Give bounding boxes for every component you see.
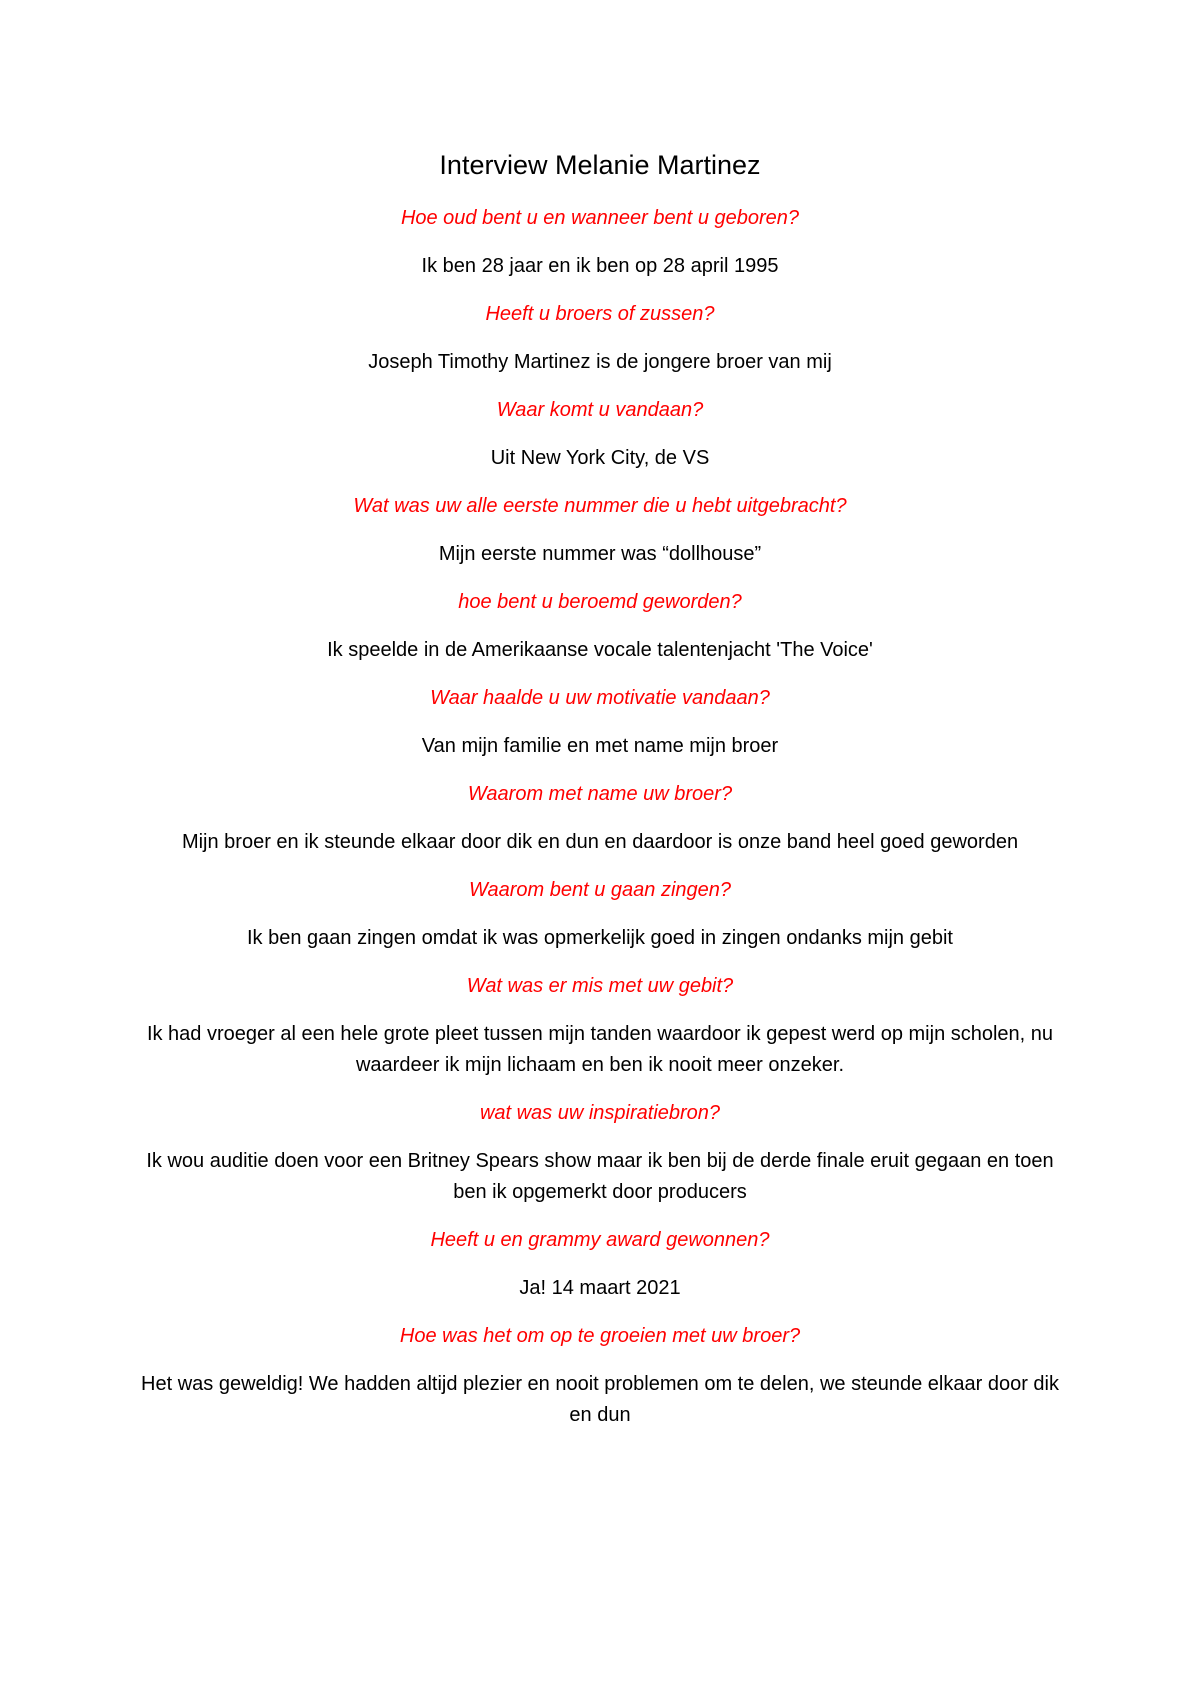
- question-2: Heeft u broers of zussen?: [485, 303, 715, 325]
- question-5: hoe bent u beroemd geworden?: [458, 591, 742, 613]
- question-8: Waarom bent u gaan zingen?: [468, 879, 732, 901]
- question-11: Heeft u en grammy award gewonnen?: [430, 1229, 770, 1251]
- answer-4: Mijn eerste nummer was “dollhouse”: [438, 543, 762, 565]
- answer-8: Ik ben gaan zingen omdat ik was opmerkelijk goed in zingen ondanks mijn gebit: [247, 927, 953, 949]
- document-title: Interview Melanie Martinez: [439, 150, 761, 180]
- answer-6: Van mijn familie en met name mijn broer: [421, 735, 779, 757]
- answer-11: Ja! 14 maart 2021: [519, 1277, 681, 1299]
- answer-10: Ik wou auditie doen voor een Britney Spears show maar ik ben bij de derde finale eruit gegaan en toen ben ik opgemerkt door producers: [146, 1150, 1054, 1203]
- question-12: Hoe was het om op te groeien met uw broer?: [399, 1325, 801, 1347]
- answer-7: Mijn broer en ik steunde elkaar door dik en dun en daardoor is onze band heel goed geworden: [181, 831, 1019, 853]
- question-4: Wat was uw alle eerste nummer die u hebt uitgebracht?: [353, 495, 847, 517]
- answer-9: Ik had vroeger al een hele grote pleet tussen mijn tanden waardoor ik gepest werd op mijn scholen, nu waardeer ik mijn lichaam en ben ik nooit meer onzeker.: [146, 1023, 1054, 1076]
- interview-qa-list: [140, 203, 1060, 1448]
- question-6: Waar haalde u uw motivatie vandaan?: [430, 687, 770, 709]
- question-1: Hoe oud bent u en wanneer bent u geboren?: [400, 207, 800, 229]
- question-3: Waar komt u vandaan?: [496, 399, 704, 421]
- answer-3: Uit New York City, de VS: [490, 447, 710, 469]
- question-10: wat was uw inspiratiebron?: [479, 1102, 721, 1124]
- answer-12: Het was geweldig! We hadden altijd plezier en nooit problemen om te delen, we steunde elkaar door dik en dun: [141, 1373, 1059, 1426]
- answer-2: Joseph Timothy Martinez is de jongere broer van mij: [368, 351, 832, 373]
- question-7: Waarom met name uw broer?: [467, 783, 733, 805]
- answer-5: Ik speelde in de Amerikaanse vocale talentenjacht 'The Voice': [327, 639, 873, 661]
- question-9: Wat was er mis met uw gebit?: [466, 975, 734, 997]
- answer-1: Ik ben 28 jaar en ik ben op 28 april 1995: [421, 255, 779, 277]
